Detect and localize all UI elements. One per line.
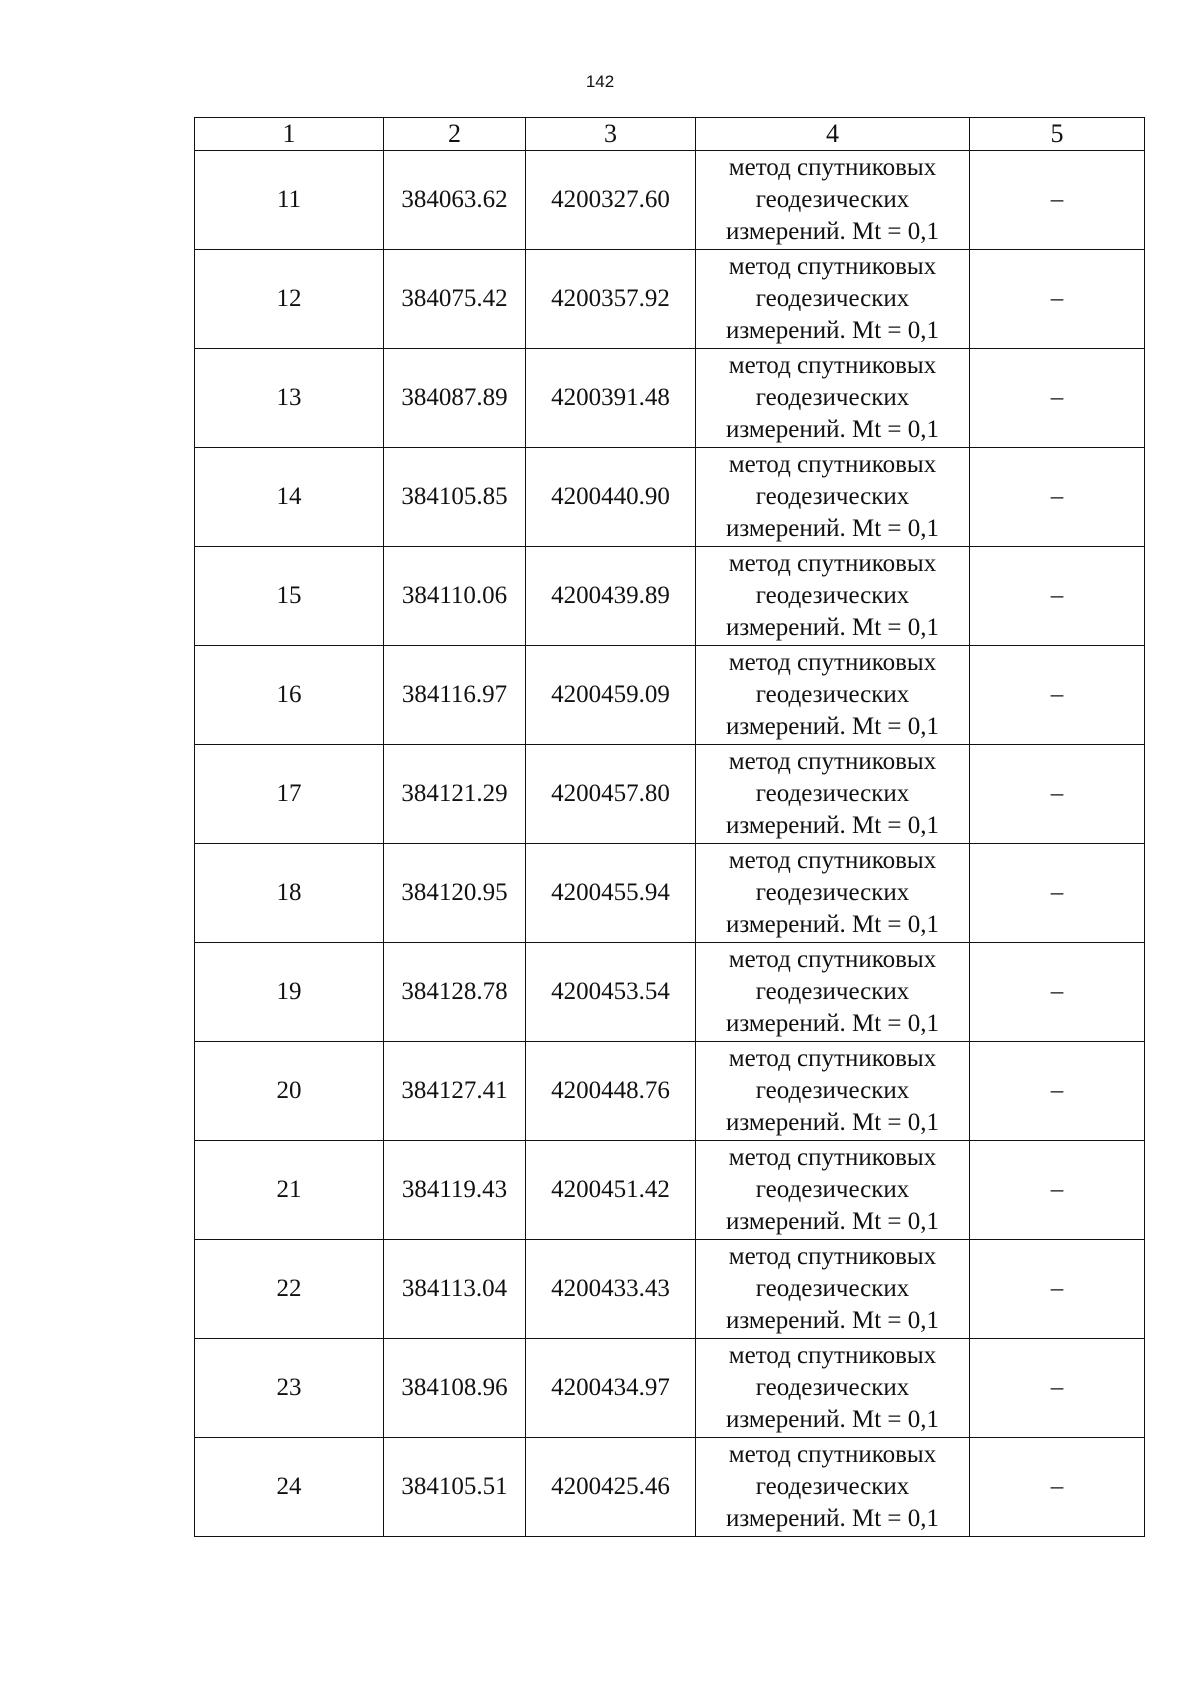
coordinates-table (194, 117, 1145, 1537)
point-number-cell: 12 (195, 250, 384, 349)
table-row (195, 1240, 1145, 1339)
x-coordinate-cell: 384105.85 (384, 448, 526, 547)
y-coordinate-cell: 4200453.54 (526, 943, 696, 1042)
point-number-cell: 23 (195, 1339, 384, 1438)
x-coordinate-cell: 384121.29 (384, 745, 526, 844)
method-cell: метод спутниковых геодезических измерений. Mt = 0,1 (696, 646, 970, 745)
note-cell: – (970, 151, 1145, 250)
note-cell: – (970, 1042, 1145, 1141)
x-coordinate-cell: 384105.51 (384, 1438, 526, 1537)
y-coordinate-cell: 4200433.43 (526, 1240, 696, 1339)
table-row (195, 1141, 1145, 1240)
point-number-cell: 19 (195, 943, 384, 1042)
note-cell: – (970, 943, 1145, 1042)
y-coordinate-cell: 4200448.76 (526, 1042, 696, 1141)
note-cell: – (970, 745, 1145, 844)
y-coordinate-cell: 4200327.60 (526, 151, 696, 250)
point-number-cell: 13 (195, 349, 384, 448)
method-cell: метод спутниковых геодезических измерений. Mt = 0,1 (696, 250, 970, 349)
point-number-cell: 18 (195, 844, 384, 943)
point-number-cell: 22 (195, 1240, 384, 1339)
note-cell: – (970, 1438, 1145, 1537)
note-cell: – (970, 1339, 1145, 1438)
x-coordinate-cell: 384063.62 (384, 151, 526, 250)
table-row (195, 1042, 1145, 1141)
table-row (195, 943, 1145, 1042)
header-col-5: 5 (970, 118, 1145, 151)
point-number-cell: 11 (195, 151, 384, 250)
table-row (195, 151, 1145, 250)
method-cell: метод спутниковых геодезических измерений. Mt = 0,1 (696, 943, 970, 1042)
x-coordinate-cell: 384127.41 (384, 1042, 526, 1141)
point-number-cell: 20 (195, 1042, 384, 1141)
x-coordinate-cell: 384075.42 (384, 250, 526, 349)
method-cell: метод спутниковых геодезических измерений. Mt = 0,1 (696, 1240, 970, 1339)
y-coordinate-cell: 4200357.92 (526, 250, 696, 349)
method-cell: метод спутниковых геодезических измерений. Mt = 0,1 (696, 1438, 970, 1537)
point-number-cell: 17 (195, 745, 384, 844)
note-cell: – (970, 1141, 1145, 1240)
x-coordinate-cell: 384119.43 (384, 1141, 526, 1240)
x-coordinate-cell: 384108.96 (384, 1339, 526, 1438)
table-row (195, 745, 1145, 844)
table-row (195, 1438, 1145, 1537)
point-number-cell: 16 (195, 646, 384, 745)
table-row (195, 448, 1145, 547)
table-row (195, 844, 1145, 943)
method-cell: метод спутниковых геодезических измерений. Mt = 0,1 (696, 151, 970, 250)
header-col-2: 2 (384, 118, 526, 151)
y-coordinate-cell: 4200457.80 (526, 745, 696, 844)
y-coordinate-cell: 4200391.48 (526, 349, 696, 448)
x-coordinate-cell: 384087.89 (384, 349, 526, 448)
method-cell: метод спутниковых геодезических измерений. Mt = 0,1 (696, 1141, 970, 1240)
note-cell: – (970, 1240, 1145, 1339)
header-col-3: 3 (526, 118, 696, 151)
note-cell: – (970, 844, 1145, 943)
table-row (195, 349, 1145, 448)
y-coordinate-cell: 4200439.89 (526, 547, 696, 646)
point-number-cell: 21 (195, 1141, 384, 1240)
x-coordinate-cell: 384120.95 (384, 844, 526, 943)
method-cell: метод спутниковых геодезических измерений. Mt = 0,1 (696, 745, 970, 844)
header-col-1: 1 (195, 118, 384, 151)
header-col-4: 4 (696, 118, 970, 151)
x-coordinate-cell: 384110.06 (384, 547, 526, 646)
point-number-cell: 14 (195, 448, 384, 547)
note-cell: – (970, 250, 1145, 349)
coordinates-table-container (194, 117, 1144, 1537)
x-coordinate-cell: 384113.04 (384, 1240, 526, 1339)
header-row (195, 118, 1145, 151)
method-cell: метод спутниковых геодезических измерений. Mt = 0,1 (696, 349, 970, 448)
method-cell: метод спутниковых геодезических измерений. Mt = 0,1 (696, 1339, 970, 1438)
method-cell: метод спутниковых геодезических измерений. Mt = 0,1 (696, 448, 970, 547)
y-coordinate-cell: 4200440.90 (526, 448, 696, 547)
page-number: 142 (585, 72, 615, 91)
table-row (195, 250, 1145, 349)
x-coordinate-cell: 384128.78 (384, 943, 526, 1042)
y-coordinate-cell: 4200455.94 (526, 844, 696, 943)
method-cell: метод спутниковых геодезических измерений. Mt = 0,1 (696, 547, 970, 646)
y-coordinate-cell: 4200451.42 (526, 1141, 696, 1240)
method-cell: метод спутниковых геодезических измерений. Mt = 0,1 (696, 844, 970, 943)
note-cell: – (970, 349, 1145, 448)
y-coordinate-cell: 4200425.46 (526, 1438, 696, 1537)
point-number-cell: 24 (195, 1438, 384, 1537)
note-cell: – (970, 448, 1145, 547)
note-cell: – (970, 547, 1145, 646)
note-cell: – (970, 646, 1145, 745)
y-coordinate-cell: 4200434.97 (526, 1339, 696, 1438)
method-cell: метод спутниковых геодезических измерений. Mt = 0,1 (696, 1042, 970, 1141)
y-coordinate-cell: 4200459.09 (526, 646, 696, 745)
table-row (195, 1339, 1145, 1438)
x-coordinate-cell: 384116.97 (384, 646, 526, 745)
table-body (195, 151, 1145, 1537)
point-number-cell: 15 (195, 547, 384, 646)
table-row (195, 547, 1145, 646)
table-row (195, 646, 1145, 745)
